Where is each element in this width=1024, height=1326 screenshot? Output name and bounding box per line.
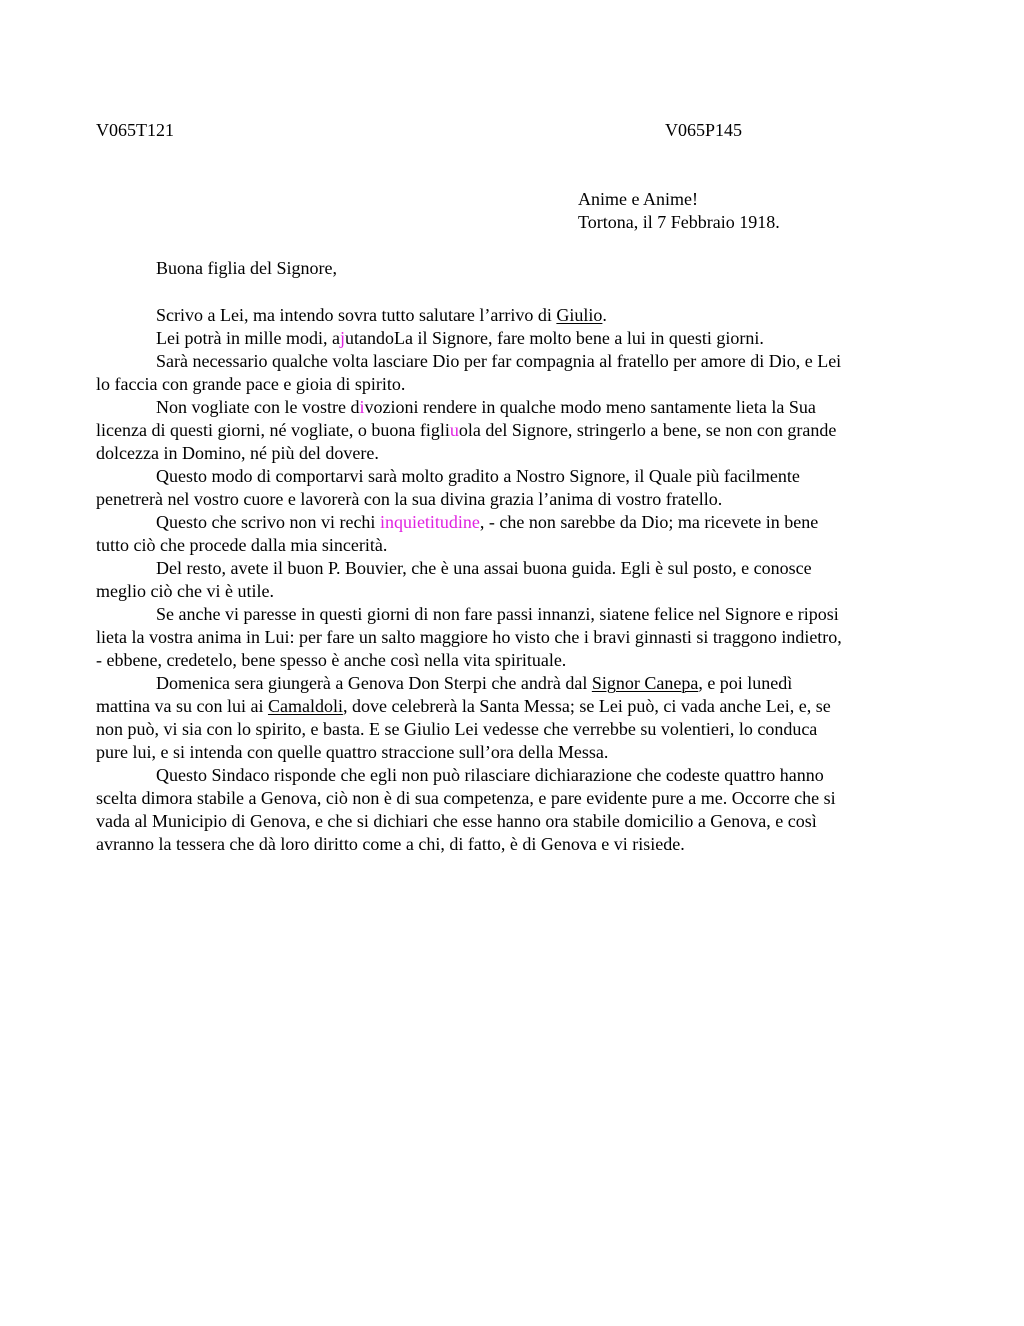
letter-heading — [578, 188, 780, 234]
text-run: Questo modo di comportarvi sarà molto gradito a Nostro Signore, il Quale più facilmente penetrerà nel vostro cuore e lavorerà con la sua divina grazia l’anima di vostro fratello. — [96, 466, 800, 509]
text-run: Questo Sindaco risponde che egli non può rilasciare dichiarazione che codeste quattro hanno scelta dimora stabile a Genova, ciò non è di sua competenza, e pare evidente pure a me. Occorre che si vada al Municipio di Genova, e che si dichiari che esse hanno ora stabile domicilio a Genova, e così avranno la tessera che dà loro diritto come a chi, di fatto, è di Genova e vi risiede. — [96, 765, 836, 854]
underlined-name: Giulio — [556, 305, 603, 325]
underlined-name: Signor Canepa — [591, 673, 699, 693]
letter-paragraph — [96, 304, 932, 327]
letter-paragraph — [96, 672, 932, 764]
text-run: . — [602, 305, 607, 325]
letter-paragraph — [96, 327, 932, 350]
text-run: Domenica sera giungerà a Genova Don Sterpi che andrà dal — [156, 673, 592, 693]
text-run: Non vogliate con le vostre d — [156, 397, 360, 417]
text-run: utandoLa il Signore, fare molto bene a lui in questi giorni. — [344, 328, 764, 348]
text-run: Se anche vi paresse in questi giorni di non fare passi innanzi, siatene felice nel Signore e riposi lieta la vostra anima in Lui: per fare un salto maggiore ho visto che i bravi ginnasti si traggono indietro, - ebbene, credetelo, bene spesso è anche così nella vita spirituale. — [96, 604, 842, 670]
letter-salutation: Buona figlia del Signore, — [156, 258, 337, 278]
highlighted-text: j — [339, 328, 345, 348]
underlined-name: Camaldoli — [267, 696, 343, 716]
letter-paragraph — [96, 396, 932, 465]
letter-place-date: Tortona, il 7 Febbraio 1918. — [578, 212, 780, 232]
letter-motto: Anime e Anime! — [578, 189, 698, 209]
text-run: Questo che scrivo non vi rechi — [156, 512, 380, 532]
letter-body — [96, 304, 932, 856]
document-code-right: V065P145 — [665, 120, 743, 140]
letter-paragraph — [96, 603, 932, 672]
document-code-left: V065T121 — [96, 120, 174, 140]
text-run: vozioni rendere in qualche modo meno santamente lieta la Sua licenza di questi giorni, né vogliate, o buona figli — [96, 397, 816, 440]
letter-paragraph — [96, 350, 932, 396]
letter-paragraph — [96, 465, 932, 511]
text-run: Scrivo a Lei, ma intendo sovra tutto salutare l’arrivo di — [156, 305, 557, 325]
text-run: Lei potrà in mille modi, a — [156, 328, 340, 348]
highlighted-text: i — [359, 397, 365, 417]
text-run: Sarà necessario qualche volta lasciare Dio per far compagnia al fratello per amore di Dio, e Lei lo faccia con grande pace e gioia di spirito. — [96, 351, 842, 394]
text-run: ola del Signore, stringerlo a bene, se non con grande dolcezza in Domino, né più del dovere. — [96, 420, 837, 463]
letter-paragraph — [96, 511, 932, 557]
text-run: , - che non sarebbe da Dio; ma ricevete in bene tutto ciò che procede dalla mia sincerità. — [96, 512, 819, 555]
letter-paragraph — [96, 557, 932, 603]
text-run: , e poi lunedì mattina va su con lui ai — [96, 673, 793, 716]
text-run: Del resto, avete il buon P. Bouvier, che è una assai buona guida. Egli è sul posto, e conosce meglio ciò che vi è utile. — [96, 558, 812, 601]
letter-paragraph — [96, 764, 932, 856]
highlighted-text: inquietitudine — [379, 512, 480, 532]
text-run: , dove celebrerà la Santa Messa; se Lei può, ci vada anche Lei, e, se non può, vi sia con lo spirito, e basta. E se Giulio Lei vedesse che verrebbe su volentieri, lo conduca pure lui, e si intenda con quelle quattro straccione sull’ora della Messa. — [96, 696, 831, 762]
highlighted-text: u — [449, 420, 459, 440]
